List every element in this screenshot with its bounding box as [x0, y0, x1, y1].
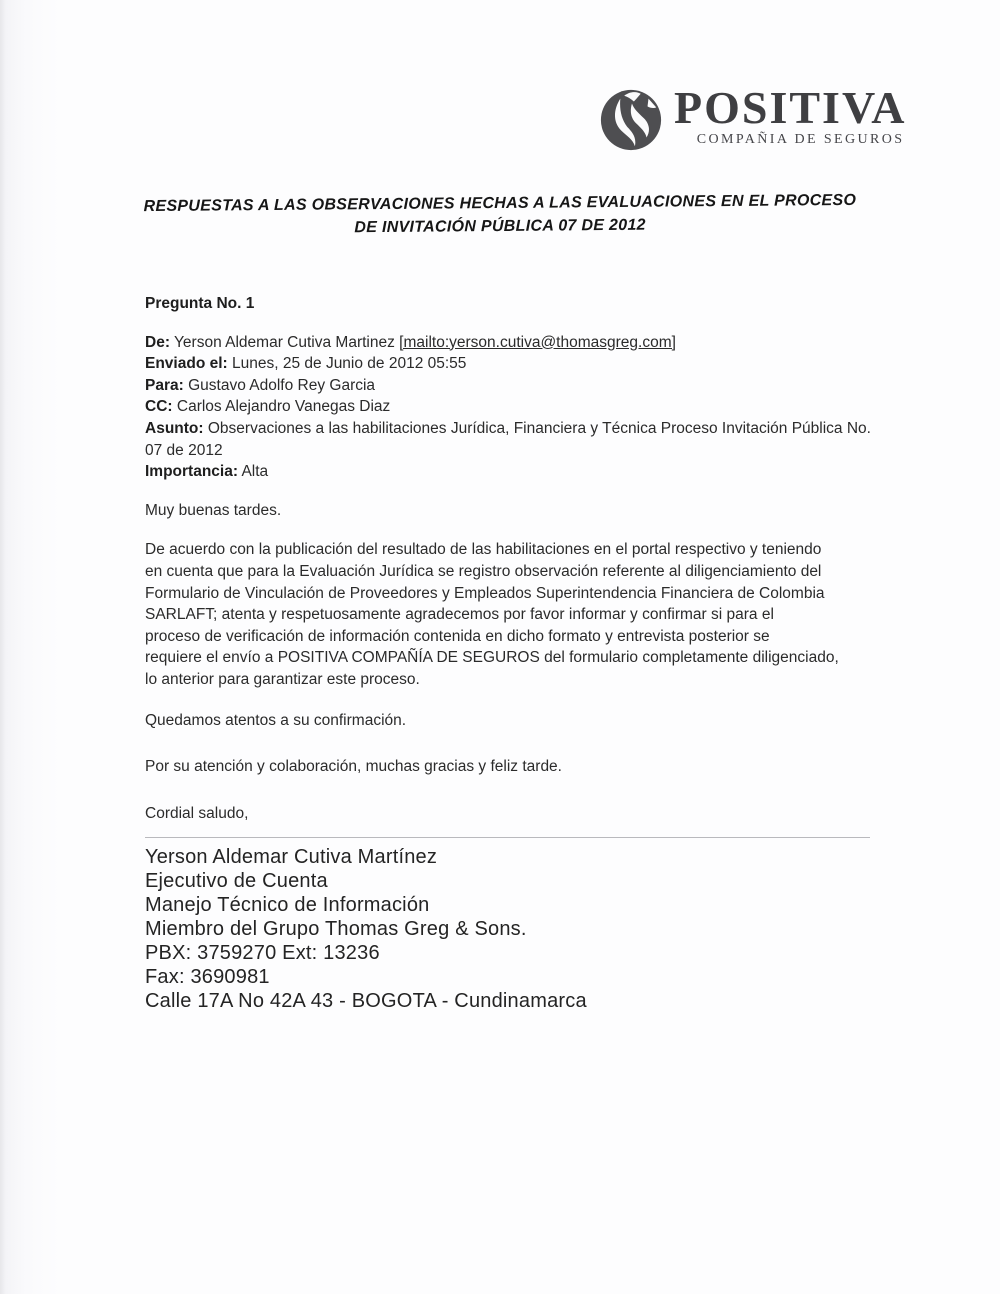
email-from-mailto-link[interactable]: [mailto:yerson.cutiva@thomasgreg.com]: [399, 333, 676, 351]
signature-pbx: PBX: 3759270 Ext: 13236: [145, 942, 380, 965]
email-importance-value: Alta: [241, 463, 269, 481]
email-to-row: [145, 375, 872, 397]
email-to-value: Gustavo Adolfo Rey Garcia: [188, 376, 376, 394]
paragraph-line: Formulario de Vinculación de Proveedores y Empleados Superintendencia Financiera de Colombia: [145, 584, 825, 602]
email-sent-row: [145, 353, 872, 375]
email-cc-label: CC:: [145, 398, 173, 416]
email-subject-value: Observaciones a las habilitaciones Jurídica, Financiera y Técnica Proceso Invitación Pública No. 07 de 2012: [145, 419, 871, 459]
signature-address: Calle 17A No 42A 43 - BOGOTA - Cundinamarca: [145, 990, 587, 1013]
email-importance-row: [145, 461, 872, 483]
email-from-row: [145, 332, 872, 354]
positiva-logo-text: [674, 82, 907, 148]
letter-body: [145, 293, 872, 1013]
email-to-label: Para:: [145, 376, 184, 394]
document-title-line2: DE INVITACIÓN PÚBLICA 07 DE 2012: [354, 216, 646, 237]
logo-tagline: COMPAÑIA DE SEGUROS: [696, 132, 905, 147]
positiva-emblem-icon: [598, 87, 664, 158]
question-heading: Pregunta No. 1: [145, 295, 255, 312]
signature-area: Manejo Técnico de Información: [145, 894, 430, 917]
greeting-text: Muy buenas tardes.: [145, 501, 282, 519]
logo-company-name: POSITIVA: [674, 82, 907, 133]
document-title: [80, 188, 920, 241]
signature-divider: [145, 837, 870, 838]
signature-fax: Fax: 3690981: [145, 966, 270, 989]
paragraph-line: De acuerdo con la publicación del resultado de las habilitaciones en el portal respectivo y teniendo: [145, 541, 822, 559]
email-sent-label: Enviado el:: [145, 355, 228, 373]
email-cc-row: [145, 396, 872, 418]
closing-text: Cordial saludo,: [145, 804, 249, 822]
main-paragraph: [145, 539, 872, 690]
email-cc-value: Carlos Alejandro Vanegas Diaz: [176, 398, 391, 416]
email-from-value: Yerson Aldemar Cutiva Martinez: [174, 333, 400, 351]
paragraph-line: en cuenta que para la Evaluación Jurídica se registro observación referente al diligenciamiento del: [145, 562, 822, 580]
thanks-text: Por su atención y colaboración, muchas gracias y feliz tarde.: [145, 758, 562, 776]
confirmation-text: Quedamos atentos a su confirmación.: [145, 711, 407, 729]
positiva-logo: [598, 82, 907, 158]
email-from-label: De:: [145, 333, 170, 351]
signature-group: Miembro del Grupo Thomas Greg & Sons.: [145, 918, 527, 941]
signature-role: Ejecutivo de Cuenta: [145, 870, 328, 893]
email-sent-value: Lunes, 25 de Junio de 2012 05:55: [232, 355, 467, 373]
email-subject-label: Asunto:: [145, 419, 204, 437]
paragraph-line: lo anterior para garantizar este proceso.: [145, 670, 420, 688]
email-importance-label: Importancia:: [145, 463, 239, 481]
signature-block: [145, 845, 872, 1013]
paragraph-line: proceso de verificación de información contenida en dicho formato y entrevista posterior se: [145, 627, 770, 645]
signature-name: Yerson Aldemar Cutiva Martínez: [145, 846, 438, 869]
email-subject-row: [145, 418, 872, 461]
document-title-line1: RESPUESTAS A LAS OBSERVACIONES HECHAS A LAS EVALUACIONES EN EL PROCESO: [143, 191, 857, 216]
paragraph-line: requiere el envío a POSITIVA COMPAÑÍA DE SEGUROS del formulario completamente diligenciado,: [145, 649, 839, 667]
paragraph-line: SARLAFT; atenta y respetuosamente agradecemos por favor informar y confirmar si para el: [145, 606, 774, 624]
